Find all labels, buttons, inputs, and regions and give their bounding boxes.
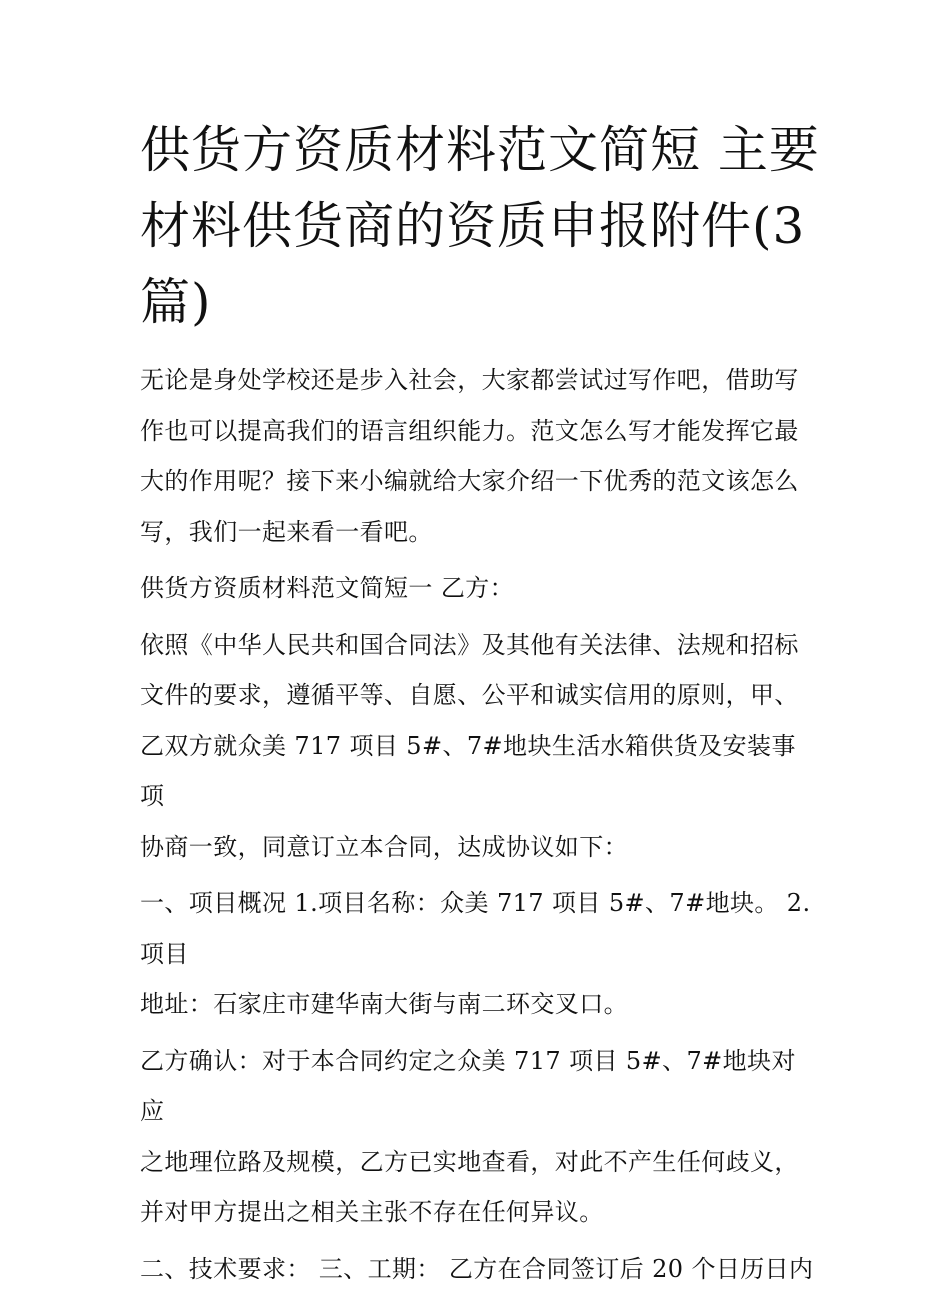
document-body bbox=[140, 355, 820, 1300]
paragraph-contract-preamble: 依照《中华人民共和国合同法》及其他有关法律、法规和招标 文件的要求，遵循平等、自愿、公平和诚实信用的原则，甲、 乙双方就众美 717 项目 5#、7#地块生活水箱供货及安装事项 协商一致，同意订立本合同，达成协议如下： bbox=[140, 630, 799, 861]
paragraph-technical-requirements: 二、技术要求： 三、工期： 乙方在合同签订后 20 个日历日内 bbox=[140, 1254, 814, 1283]
document-title: 供货方资质材料范文简短 主要 材料供货商的资质申报附件(3 篇) bbox=[140, 121, 820, 331]
paragraph-project-overview: 一、项目概况 1.项目名称：众美 717 项目 5#、7#地块。 2.项目 地址：石家庄市建华南大街与南二环交叉口。 bbox=[140, 889, 811, 1018]
paragraph-section-heading: 供货方资质材料范文简短一 乙方： bbox=[140, 574, 515, 602]
paragraph-party-b-confirmation: 乙方确认：对于本合同约定之众美 717 项目 5#、7#地块对应 之地理位路及规模，乙方已实地查看，对此不产生任何歧义， 并对甲方提出之相关主张不存在任何异议。 bbox=[140, 1046, 799, 1226]
paragraph-intro: 无论是身处学校还是步入社会，大家都尝试过写作吧，借助写 作也可以提高我们的语言组织能力。范文怎么写才能发挥它最 大的作用呢？接下来小编就给大家介绍一下优秀的范文该怎么 写，我们一起来看一看吧。 bbox=[140, 366, 799, 546]
